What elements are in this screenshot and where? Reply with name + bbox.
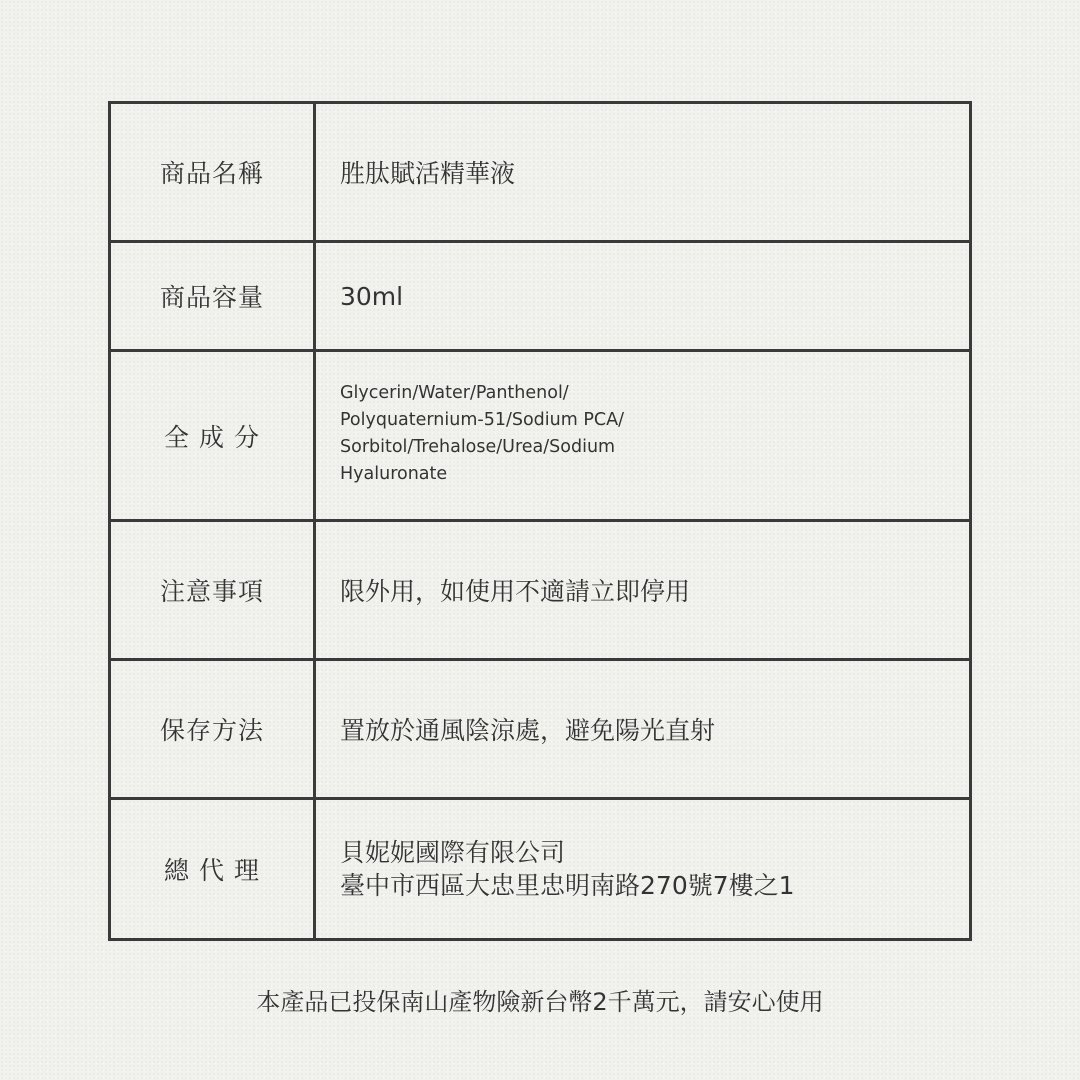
product-name-label: 商品名稱 xyxy=(111,104,316,243)
product-spec-table xyxy=(108,101,972,941)
distributor-label: 總 代 理 xyxy=(111,800,316,938)
storage-value: 置放於通風陰涼處，避免陽光直射 xyxy=(316,661,969,800)
product-name-value: 胜肽賦活精華液 xyxy=(316,104,969,243)
ingredients-label: 全 成 分 xyxy=(111,352,316,522)
product-volume-value: 30ml xyxy=(316,243,969,352)
precautions-value: 限外用，如使用不適請立即停用 xyxy=(316,522,969,661)
insurance-note: 本產品已投保南山產物險新台幣2千萬元，請安心使用 xyxy=(256,988,824,1016)
ingredients-value: Glycerin/Water/Panthenol/ Polyquaternium-51/Sodium PCA/ Sorbitol/Trehalose/Urea/Sodium Hyaluronate xyxy=(316,352,969,522)
storage-label: 保存方法 xyxy=(111,661,316,800)
product-volume-label: 商品容量 xyxy=(111,243,316,352)
precautions-label: 注意事項 xyxy=(111,522,316,661)
distributor-value: 貝妮妮國際有限公司 臺中市西區大忠里忠明南路270號7樓之1 xyxy=(340,838,795,900)
